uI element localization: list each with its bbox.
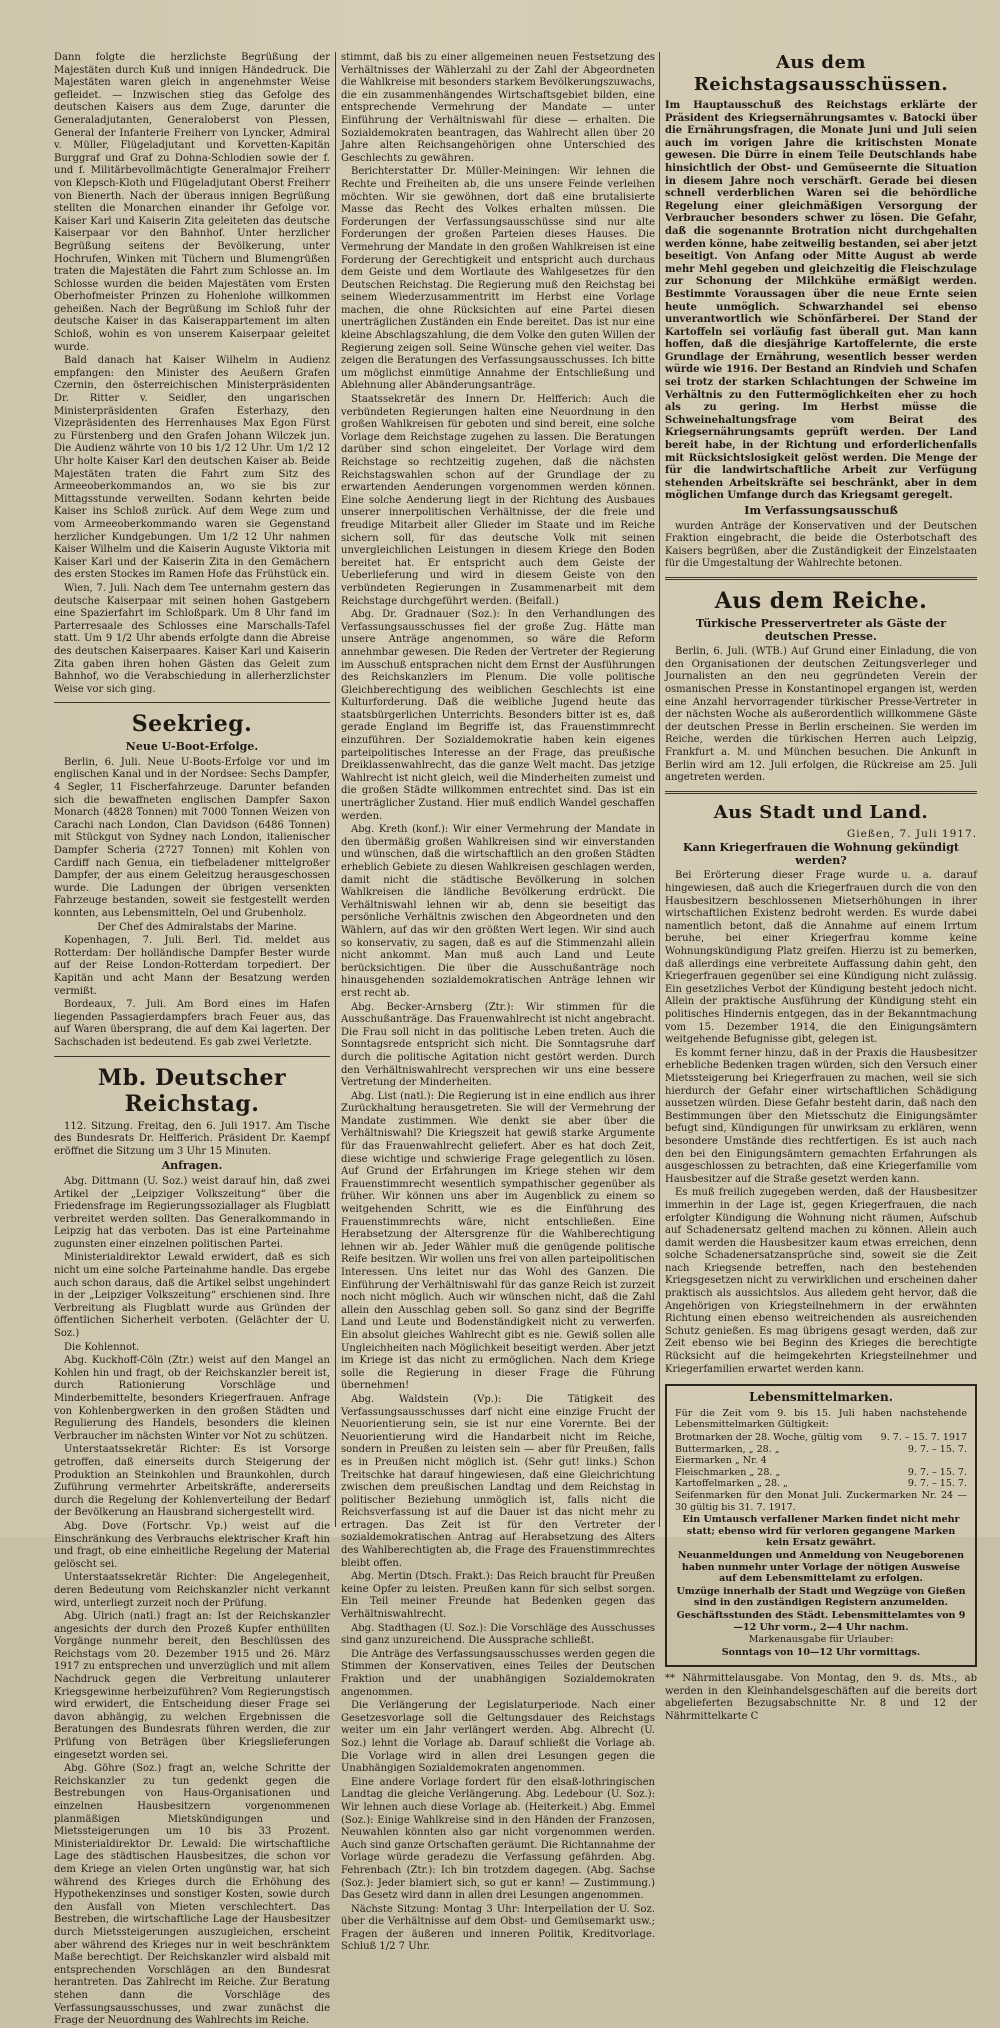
paragraph: Abg. Göhre (Soz.) fragt an, welche Schritte der Reichskanzler zu tun gedenkt gegen die Bestrebungen von Haus-Organisationen und einzelnen Hausbesitzern vorgenommenen planmäßigen Mietskündigungen und Mietssteigerungen um 10 bis 33 Prozent. Ministerialdirektor Dr. Lewald: Die wirtschaftliche Lage des städtischen Hausbesitzes, die schon vor dem Kriege an vielen Orten ungünstig war, hat sich während des Krieges durch die Erhöhung des Hypothekenzinses und sonstiger Kosten, sowie durch den Ausfall von Mieten verschlechtert. Das Bestreben, die wirtschaftliche Lage der Hausbesitzer durch Mietssteigerungen auszugleichen, erscheint aber während des Krieges nur in weit beschränktem Maße berechtigt. Der Reichskanzler wird alsbald mit entsprechenden Vorschlägen an den Bundesrat herantreten. Das Zahlrecht im Reiche. Zur Beratung stehen dann die Vorschläge des Verfassungsausschusses, und zwar zunächst die Frage der Neuordnung des Wahlrechts im Reiche. — [54, 1763, 330, 2027]
paragraph: Abg. Kuckhoff-Cöln (Ztr.) weist auf den Mangel an Kohlen hin und fragt, ob der Reichskanzler bereit ist, durch Rationierung Vorschläge und Minderbemittelte, besonders Kriegerfrauen. Anfrage von Kohlenbergwerken in den großen Städten und Regulierung des Handels, besonders die kleinen Verbraucher im nächsten Winter vor Not zu schützen. — [54, 1355, 330, 1442]
paragraph: ** Nährmittelausgabe. Von Montag, den 9. ds. Mts., ab werden in den Kleinhandelsgeschäften auf die bereits dort abgelieferten Bezugsabschnitte Nr. 8 und 12 der Nährmittelkarte C — [665, 1673, 977, 1723]
column-3 — [665, 52, 977, 1723]
box-text: Seifenmarken für den Monat Juli. Zuckermarken Nr. 24 — 30 gültig bis 31. 7. 1917. — [675, 1489, 967, 1513]
section-title-reiche: Aus dem Reiche. — [714, 587, 928, 614]
column-2 — [341, 52, 655, 1953]
box-text: Sonntags von 10—12 Uhr vormittags. — [721, 1646, 921, 1658]
paragraph: Staatssekretär des Innern Dr. Helfferich: Auch die verbündeten Regierungen halten eine Neuordnung in den großen Wahlkreisen für geboten und sind bereit, eine solche Vorlage dem Reichstage zugehen zu lassen. Die Beratungen darüber sind schon eingeleitet. Der Vorlage wird dem Reichstage so rechtzeitig zugehen, daß die nächsten Reichstagswahlen schon auf der Grundlage der zu erwartenden Aenderungen vorgenommen werden können. Eine solche Aenderung liegt in der Richtung des Ausbaues unserer innerpolitischen Verhältnisse, der die freie und freudige Mitarbeit aller Glieder im Staate und im Reiche sichern soll, für das deutsche Volk mit seinen unvergleichlichen Leistungen in diesem Kriege den Boden bereitet hat. Er entspricht auch dem Geiste der Ueberlieferung und wird in diesem Geiste von den verbündeten Regierungen in Zusammenarbeit mit dem Reichstage durchgeführt werden. (Beifall.) — [341, 394, 655, 607]
paragraph: Abg. Dr. Gradnauer (Soz.): In den Verhandlungen des Verfassungsausschusses fiel der große Zug. Hätte man unsere Anträge angenommen, so wäre die Reform annehmbar gewesen. Die Reden der Vertreter der Regierung im Ausschuß entsprachen nicht dem Ernst der Ausführungen des Reichskanzlers im Plenum. Die volle politische Gleichberechtigung des weiblichen Geschlechts ist eine Kulturforderung. Daß die weibliche Jugend heute das staatsbürgerlichen Unterrichts. Besonders bitter ist es, daß gerade England im Begriffe ist, das Frauenstimmrecht einzuführen. Der Sozialdemokratie haben kein eigenes parteipolitisches Interesse an der Frage, das preußische Dreiklassenwahlrecht, das die ganze Welt macht. Das jetzige Wahlrecht ist nicht gleich, weil die Minderheiten zumeist und die großen Städte willkommen entrechtet sind. Das ist ein unerträglicher Zustand. Hier muß endlich Wandel geschaffen werden. — [341, 609, 655, 822]
paragraph: Kopenhagen, 7. Juli. Berl. Tid. meldet aus Rotterdam: Der holländische Dampfer Bester wurde auf der Reise London-Rotterdam torpediert. Der Kapitän und acht Mann der Besatzung werden vermißt. — [54, 935, 330, 997]
paragraph: Abg. Kreth (konf.): Wir einer Vermehrung der Mandate in den übermäßig großen Wahlkreisen sind wir einverstanden und wünschen, daß die wirtschaftlich an den großen Städten erheblich Gebiete zu diesen Wahlkreisen geschlagen werden, damit nicht die städtische Bevölkerung in solchen Wahlkreisen die ländliche Bevölkerung erdrückt. Die Verhältniswahl lehnen wir ab, denn sie beseitigt das persönliche Verhältnis zwischen den Abgeordneten und den Wählern, auf das wir den größten Wert legen. Wir sind auch so konservativ, zu sagen, daß es auf die Stimmenzahl allein nicht ankommt. Man muß auch Land und Leute berücksichtigen. Die über die Ausschußanträge noch hinausgehenden sozialdemokratischen Anträge lehnen wir erst recht ab. — [341, 824, 655, 999]
section-subtitle: Türkische Presservertreter als Gäste der deutschen Presse. — [695, 616, 947, 643]
paragraph: Abg. Ulrich (natl.) fragt an: Ist der Reichskanzler angesichts der durch den Prozeß Kupfer enthüllten Vorgänge nunmehr bereit, den Beschlüssen des Reichstags vom 20. Dezember 1915 und 26. März 1917 zu entsprechen und unverzüglich und mit allem Nachdruck gegen die Verbreitung unlauterer Kriegsgewinne herbeizuführen? Vom Regierungstisch wird erwidert, die Entscheidung dieser Frage sei davon abhängig, zu welchen Ergebnissen die Beratungen des Bundesrats führen werden, die zur Prüfung von Beträgen über Kriegslieferungen eingesetzt worden sei. — [54, 1611, 330, 1761]
dateline: Gießen, 7. Juli 1917. — [846, 827, 977, 840]
section-title-seekrieg: Seekrieg. — [131, 711, 253, 738]
paragraph: Die Kohlennot. — [64, 1341, 140, 1353]
paragraph: Bordeaux, 7. Juli. Am Bord eines im Hafen liegenden Passagierdampfers brach Feuer aus, das auf Waren übersprang, die auf dem Kai lagerten. Der Sachschaden ist bedeutend. Es gab zwei Verletzte. — [54, 999, 330, 1048]
paragraph: Unterstaatssekretär Richter: Die Angelegenheit, deren Bedeutung vom Reichskanzler nicht verkannt wird, unterliegt zurzeit noch der Prüfung. — [54, 1572, 330, 1609]
paragraph: Berlin, 6. Juli. Neue U-Boots-Erfolge vor und im englischen Kanal und in der Nordsee: Sechs Dampfer, 4 Segler, 11 Fischerfahrzeuge. Darunter befanden sich die bewaffneten englischen Dampfer Saxon Monarch (4828 Tonnen) mit 7000 Tonnen Weizen von Carachi nach London, Clan Davidson (6486 Tonnen) mit Stückgut von Sydney nach London, italienischer Dampfer Scheria (2727 Tonnen) mit Kohlen von Cardiff nach Genua, ein tiefbeladener mittelgroßer Dampfer, der aus einem Geleitzug herausgeschossen wurde. Die Ladungen der übrigen versenkten Fahrzeuge bestanden, soweit sie festgestellt werden konnten, aus Lebensmitteln, Oel und Grubenholz. — [54, 756, 330, 919]
stamp-row: Fleischmarken „ 28. „ 9. 7. – 15. 7. — [675, 1466, 967, 1478]
column-divider — [659, 52, 660, 1527]
divider — [54, 702, 330, 703]
box-text: Umzüge innerhalb der Stadt und Wegzüge von Gießen sind in den zuständigen Registern anzumelden. — [676, 1585, 966, 1609]
paragraph: Abg. Waldstein (Vp.): Die Tätigkeit des Verfassungsausschusses darf nicht eine einzige Frucht der Neuorientierung sein, sie ist nur eine Vorernte. Bei der Neuorientierung wird die Handarbeit nicht im Reiche, sondern in Preußen zu leisten sein — aber für Preußen, falls es in Preußen nicht möglich ist. (Sehr gut! links.) Schon Treitschke hat darauf hingewiesen, daß eine Gleichrichtung zwischen dem preußischen Landtag und dem Reichstag in politischer Beziehung unmöglich ist, falls nicht die Reichsverfassung ist auf die Dauer ist das nicht mehr zu ertragen. Das Zeit ist für den Vertreter der sozialdemokratischen Antrag auf Herabsetzung des Alters des Wahlberechtigten ab, die Frage des Frauenstimmrechtes bleibt offen. — [341, 1393, 655, 1569]
paragraph: Es muß freilich zugegeben werden, daß der Hausbesitzer immerhin in der Lage ist, gegen Kriegerfrauen, die nach erfolgter Kündigung die Wohnung nicht räumen, Aufschub auf Schadenersatz geltend machen zu können. Allein auch damit werden die Hausbesitzer kaum etwas erreichen, denn solche Schadenersatzansprüche sind, soweit sie die Zeit nach Kriegsende betreffen, nach den bestehenden Kriegsgesetzen nicht zu verwirklichen und erscheinen daher praktisch als aussichtslos. Aus alledem geht hervor, daß die Angehörigen von Kriegsteilnehmern in der erwähnten Richtung einen ebenso weitreichenden als ausreichenden Schutz genießen. Es mag übrigens gesagt werden, daß zur Zeit ebenso wie bei Beginn des Krieges die berechtigte Rücksicht auf die heimgekehrten Kriegsteilnehmer und Kriegerfamilien erwartet werden kann. — [665, 1187, 977, 1375]
section-subtitle: Kann Kriegerfrauen die Wohnung gekündigt werden? — [683, 841, 959, 867]
paragraph: Abg. Mertin (Dtsch. Frakt.): Das Reich braucht für Preußen keine Opfer zu leisten. Preußen kann für sich selbst sorgen. Ein Teil meiner Freunde hat Bedenken gegen das Verhältniswahlrecht. — [341, 1571, 655, 1621]
paragraph: Abg. Dittmann (U. Soz.) weist darauf hin, daß zwei Artikel der „Leipziger Volkszeitung“ über die Friedensfrage im Regierungssoziallager als Flugblatt verbreitet werden sollten. Das Generalkommando in Leipzig hat das verboten. Das ist eine Parteinahme zugunsten einer einzelnen politischen Partei. — [54, 1175, 330, 1250]
paragraph: Im Hauptausschuß des Reichstags erklärte der Präsident des Kriegsernährungsamtes v. Batocki über die Ernährungsfragen, die Monate Juni und Juli seien auch im vorigen Jahre die kritischsten Monate gewesen. Die Dürre in einem Teile Deutschlands habe hinsichtlich der Obst- und Gemüseernte die Situation in diesem Jahre noch verschärft. Gerade bei diesen schnell verderblichen Waren sei die behördliche Regelung einer gleichmäßigen Versorgung der Verbraucher besonders schwer zu lösen. Die Gefahr, daß die sogenannte Brotration nicht durchgehalten werden könne, habe zeitweilig bestanden, sei aber jetzt beseitigt. Von Anfang oder Mitte August ab werde mehr Mehl gegeben und gleichzeitig die Fleischzulage zur Schonung der Milchkühe ermäßigt werden. Bestimmte Voraussagen über die neue Ernte seien heute unmöglich. Schwarzhandel sei ebenso unverantwortlich wie Schönfärberei. Der Stand der Kartoffeln sei vorläufig fast überall gut. Man kann hoffen, daß die diesjährige Kartoffelernte, die erste Grundlage der Ernährung, wesentlich besser werden würde wie 1916. Der Bestand an Rindvieh und Schafen sei trotz der starken Schlachtungen der Schweine im Verhältnis zu den Futtermöglichkeiten eher zu hoch als zu gering. Im Herbst müsse die Schweinehaltungsfrage vom Beirat des Kriegsernährungsamts geprüft werden. Der Land bereit habe, in der Richtung und erforderlichenfalls mit Rücksichtslosigkeit gelöst werden. Die Menge der für die landwirtschaftliche Arbeit zur Verfügung stehenden Arbeitskräfte sei beschränkt, aber in dem möglichen Umfange durch das Kriegsamt geregelt. — [665, 100, 977, 502]
box-text: Ein Umtausch verfallener Marken findet nicht mehr statt; ebenso wird für verloren gegangene Marken kein Ersatz gewährt. — [682, 1514, 960, 1549]
paragraph: Abg. Stadthagen (U. Soz.): Die Vorschläge des Ausschusses sind ganz unzureichend. Die Aussprache schließt. — [341, 1622, 655, 1647]
section-subtitle: Anfragen. — [161, 1159, 223, 1173]
paragraph: Nächste Sitzung: Montag 3 Uhr: Interpellation der U. Soz. über die Verhältnisse auf dem Obst- und Gemüsemarkt usw.; Fragen der äußeren und inneren Politik, Kreditvorlage. Schluß 1/2 7 Uhr. — [341, 1903, 655, 1953]
section-title-reichstag: Mb. Deutscher Reichstag. — [97, 1064, 287, 1117]
paragraph: Eine andere Vorlage fordert für den elsaß-lothringischen Landtag die gleiche Verlängerung. Abg. Ledebour (U. Soz.): Wir lehnen auch diese Vorlage ab. (Heiterkeit.) Abg. Emmel (Soz.): Einige Wahlkreise sind in den Händen der Franzosen, Neuwahlen könnten also gar nicht vorgenommen werden. Auch sind ganze Ortschaften geräumt. Die Richtannahme der Vorlage würde geradezu die Verfassung gefährden. Abg. Fehrenbach (Ztr.): Ich bin trotzdem dagegen. (Abg. Sachse (Soz.): Jeder blamiert sich, so gut er kann! — Zustimmung.) Das Gesetz wird dann in allen drei Lesungen angenommen. — [341, 1776, 655, 1902]
section-subtitle: Neue U-Boot-Erfolge. — [125, 740, 259, 754]
paragraph: Unterstaatssekretär Richter: Es ist Vorsorge getroffen, daß einerseits durch Steigerung der Produktion an Steinkohlen und Braunkohlen, durch Zuführung vermehrter Arbeitskräfte, andererseits durch die Regelung der Kohlenverteilung der Bedarf der Bevölkerung an Hausbrand sichergestellt wird. — [54, 1444, 330, 1519]
paragraph: Die Verlängerung der Legislaturperiode. Nach einer Gesetzesvorlage soll die Geltungsdauer des Reichstags weiter um ein Jahr verlängert werden. Abg. Albrecht (U. Soz.) lehnt die Vorlage ab. Darauf schließt die Vorlage ab. Die Vorlage wird in allen drei Lesungen gegen die Unabhängigen Sozialdemokraten angenommen. — [341, 1700, 655, 1775]
column-divider — [335, 52, 336, 1527]
paragraph: Berichterstatter Dr. Müller-Meiningen: Wir lehnen die Rechte und Freiheiten ab, die uns unsere Feinde verleihen möchten. Wir sie gewöhnen, dort daß eine brutalisierte Masse das Recht des Volkes erhalten müssen. Die Forderungen der Verfassungsausschüsse sind nur alte Forderungen der großen Parteien dieses Hauses. Die Vermehrung der Mandate in den großen Wahlkreisen ist eine Forderung der Gerechtigkeit und entspricht auch durchaus dem Geiste und dem Wortlaute des Wahlgesetzes für den Deutschen Reichstag. Die Regierung muß den Reichstag bei seinem Wiederzusammentritt im Herbst eine Vorlage machen, die ohne Rücksichten auf eine Partei diesen unerträglichen Zuständen ein Ende bereitet. Das ist nur eine kleine Abschlagszahlung, die dem Volke den guten Willen der Regierung zeigen soll. Seine Wünsche gehen viel weiter. Das zeigen die Beratungen des Verfassungsausschusses. Ich bitte um möglichst einmütige Annahme der Entschließung und Ablehnung aller Abänderungsanträge. — [341, 166, 655, 392]
paragraph: Abg. Dove (Fortschr. Vp.) weist auf die Einschränkung des Verbrauchs elektrischer Kraft hin und fragt, ob eine einheitliche Regelung der Material gelöscht sei. — [54, 1520, 330, 1570]
section-title-reichstagsausschuss: Aus dem Reichstagsausschüssen. — [693, 52, 949, 95]
stamp-row: Buttermarken, „ 28. „ 9. 7. – 15. 7. — [675, 1443, 967, 1455]
section-subtitle: Im Verfassungsausschuß — [744, 504, 898, 517]
stamp-row: Eiermarken „ Nr. 4 — [675, 1455, 767, 1467]
column-1 — [54, 52, 330, 2027]
box-intro: Für die Zeit vom 9. bis 15. Juli haben nachstehende Lebensmittelmarken Gültigkeit: — [675, 1407, 967, 1431]
paragraph: Abg. List (natl.): Die Regierung ist in eine endlich aus ihrer Zurückhaltung herausgetreten. Sie will der Vermehrung der Mandate zustimmen. Wie denkt sie aber über die Verhältniswahl? Die Kriegszeit hat gewiß starke Argumente für das Frauenwahlrecht geliefert. Aber es hat doch Zeit, diese wichtige und schwierige Frage gelegentlich zu lösen. Auf Grund der Erfahrungen im Kriege stehen wir dem Frauenstimmrecht wesentlich sympathischer gegenüber als früher. Wir können uns aber im Augenblick zu einem so weitgehenden Schritt, wie es die Einführung des Frauenstimmrechts wäre, nicht entschließen. Eine Herabsetzung der Altersgrenze für die Wahlberechtigung lehnen wir ab. Jeder Wähler muß die genügende politische Reife besitzen. Wir wollen uns frei von allen parteipolitischen Interessen. Uns leitet nur das Wohl des Ganzen. Die Einführung der Verhältniswahl für das ganze Reich ist zurzeit noch nicht möglich. Auch wir wünschen nicht, daß die Zahl allein den Ausschlag geben soll. So ganz sind der Begriffe Land und Leute und Bodenständigkeit nicht zu verwerfen. Ein absolut gleiches Wahlrecht gibt es nie. Gewiß sollen alle Ungleichheiten nach Möglichkeit beseitigt werden. Aber jetzt im Kriege ist das nicht zu ermöglichen. Nach dem Kriege solle die Regierung in dieser Frage die Führung übernehmen! — [341, 1090, 655, 1392]
stamp-row: Brotmarken der 28. Woche, gültig vom 9. 7. – 15. 7. 1917 — [675, 1432, 967, 1443]
paragraph: Dann folgte die herzlichste Begrüßung der Majestäten durch Kuß und innigen Händedruck. Die Majestäten waren gleich in angenehmster Weise gefleidet. — Inzwischen stieg das Gefolge des deutschen Kaisers aus dem Zuge, darunter die Generaladjutanten, Generaloberst von Plessen, General der Infanterie Freiherr von Lyncker, Admiral v. Müller, Flügeladjutant und Korvetten-Kapitän Burggraf und Graf zu Dohna-Schlodien sowie der f. und f. Militärbevollmächtigte Generalmajor Freiherr von Klepsch-Kloth und Flügeladjutant Oberst Freiherr von Bienerth. Nach der überaus innigen Begrüßung stellten die Monarchen einander ihr Gefolge vor. Kaiser Karl und Kaiserin Zita geleiteten das deutsche Kaiserpaar vor den Bahnhof. Unter herzlicher Begrüßung seitens der Bevölkerung, unter Hochrufen, Winken mit Tüchern und Blumengrüßen traten die Majestäten die Fahrt zum Schlosse an. Im Schlosse wurden die beiden Majestäten vom Ersten Oberhofmeister Prinzen zu Hohenlohe willkommen geheißen. Nach der Begrüßung im Schloß fuhr der deutsche Kaiser in das Kaiserappartement im alten Schloß, wohin es von unserem Kaiserpaar geleitet wurde. — [54, 52, 330, 353]
food-stamps-box — [665, 1384, 977, 1667]
paragraph: 112. Sitzung. Freitag, den 6. Juli 1917. Am Tische des Bundesrats Dr. Helfferich. Präsident Dr. Kaempf eröffnet die Sitzung um 3 Uhr 15 Minuten. — [54, 1120, 330, 1157]
box-title: Lebensmittelmarken. — [749, 1390, 893, 1405]
stamp-row: Kartoffelmarken „ 28. „ 9. 7. – 15. 7. — [675, 1478, 967, 1490]
signature: Der Chef des Admiralstabs der Marine. — [97, 921, 297, 933]
paragraph: Die Anträge des Verfassungsausschusses werden gegen die Stimmen der Konservativen, eines Teiles der Deutschen Fraktion und der unabhängigen Sozialdemokraten angenommen. — [341, 1648, 655, 1698]
divider — [665, 577, 977, 580]
box-text: Geschäftsstunden des Städt. Lebensmittelamtes von 9—12 Uhr vorm., 2—4 Uhr nachm. — [676, 1609, 966, 1633]
paragraph: Wien, 7. Juli. Nach dem Tee unternahm gestern das deutsche Kaiserpaar mit seinen hohen Gastgebern eine Spazierfahrt im Schloßpark. Um 8 Uhr fand im Parterresaale des Schlosses eine Marschalls-Tafel statt. Um 9 1/2 Uhr abends erfolgte dann die Abreise des deutschen Kaiserpaares. Kaiser Karl und Kaiserin Zita gaben ihren hohen Gästen das Geleit zum Bahnhof, wo die Verabschiedung in allerherzlichster Weise vor sich ging. — [54, 582, 330, 695]
paragraph: wurden Anträge der Konservativen und der Deutschen Fraktion eingebracht, die beide die Osterbotschaft des Kaisers begrüßen, aber die Zuständigkeit der Einzelstaaten für die Umgestaltung der Wahlrechte betonen. — [665, 520, 977, 570]
box-text: Neuanmeldungen und Anmeldung von Neugeborenen haben nunmehr unter Vorlage der nötigen Ausweise auf dem Lebensmittelamt zu erfolgen. — [677, 1549, 965, 1585]
section-title-stadt-land: Aus Stadt und Land. — [713, 801, 929, 823]
paragraph: Bei Erörterung dieser Frage wurde u. a. darauf hingewiesen, daß auch die Kriegerfrauen durch die von den Hausbesitzern beschlossenen Mietserhöhungen in ihrer wirtschaftlichen Existenz bedroht werden. Es wurde dabei namentlich betont, daß die Annahme auf einem Irrtum beruhe, bei einer Kriegerfrau komme keine Wohnungskündigung Platz greifen. Hierzu ist zu bemerken, daß allerdings eine verbreitete Auffassung dahin geht, den Kriegerfrauen gegenüber sei eine Kündigung nicht zulässig. Ein gesetzliches Verbot der Kündigung besteht jedoch nicht. Allein der praktische Ausführung der Kündigung steht ein politisches Hindernis entgegen, das in der Bekanntmachung vom 15. Dezember 1914, die den Einigungsämtern weitgehende Befugnisse gibt, gelegen ist. — [665, 870, 977, 1046]
paragraph: Bald danach hat Kaiser Wilhelm in Audienz empfangen: den Minister des Aeußern Grafen Czernin, den österreichischen Ministerpräsidenten Dr. Ritter v. Seidler, den ungarischen Ministerpräsidenten Grafen Esterhazy, den Vizepräsidenten des Herrenhauses Max Egon Fürst zu Fürstenberg und den Grafen Johann Wilczek jun. Die Audienz währte von 10 bis 1/2 12 Uhr. Um 1/2 12 Uhr holte Kaiser Karl den deutschen Kaiser ab. Beide Majestäten traten die Fahrt zum Sitz des Armeeoberkommandos an, wo sie bis zur Mittagsstunde verweilten. Sodann kehrten beide Kaiser ins Schloß zurück. Auf dem Wege zum und vom Armeeoberkommando waren sie Gegenstand herzlicher Kundgebungen. Um 1/2 12 Uhr nahmen Kaiser Wilhelm und die Kaiserin Auguste Viktoria mit Kaiser Karl und der Kaiserin Zita in den Gemächern des ersten Stockes im Ramen Hofe das Frühstück ein. — [54, 355, 330, 581]
paragraph: Ministerialdirektor Lewald erwidert, daß es sich nicht um eine solche Parteinahme handle. Das ergebe auch schon daraus, daß die Artikel selbst ungehindert in der „Leipziger Volkszeitung“ erschienen sind. Ihre Verbreitung als Flugblatt wurde aus Gründen der öffentlichen Sicherheit verboten. (Gelächter der U. Soz.) — [54, 1252, 330, 1340]
divider — [665, 791, 977, 794]
box-text: Markenausgabe für Urlauber: — [748, 1634, 894, 1646]
paragraph: Berlin, 6. Juli. (WTB.) Auf Grund einer Einladung, die von den Organisationen der deutschen Zeitungsverleger und Journalisten an den neu gegründeten Verein der osmanischen Presse in Konstantinopel ergangen ist, werden eine Anzahl hervorragender türkischer Presse-Vertreter in der nächsten Woche als außerordentlich willkommene Gäste der deutschen Presse in Berlin erscheinen. Sie werden im Reiche, werden die türkischen Herren auch Leipzig, Frankfurt a. M. und München besuchen. Die Ankunft in Berlin wird am 12. Juli erfolgen, die Rückreise am 25. Juli angetreten werden. — [665, 646, 977, 784]
paragraph: Es kommt ferner hinzu, daß in der Praxis die Hausbesitzer erhebliche Bedenken tragen würden, sich den Versuch einer Mietssteigerung bei Kriegerfrauen zu machen, weil sie sich hierdurch der Gefahr einer wirtschaftlichen Schädigung aussetzen würden. Diese Gefahr besteht darin, daß nach den Bestimmungen über den Mietsschutz die Einigungsämter befugt sind, Kündigungen für unwirksam zu erklären, wenn besondere Umstände dies rechtfertigen. Es ist auch nach den bei den Einigungsämtern gemachten Erfahrungen als ausgeschlossen zu betrachten, daß eine Kriegerfamilie vom Hausbesitzer auf die Straße gesetzt werden kann. — [665, 1047, 977, 1185]
divider — [54, 1056, 330, 1057]
paragraph: stimmt, daß bis zu einer allgemeinen neuen Festsetzung des Verhältnisses der Wählerzahl zu der Zahl der Abgeordneten die Wahlkreise mit besonders starkem Bevölkerungszuwachs, die ein zusammenhängendes Wirtschaftsgebiet bilden, eine entsprechende Vermehrung der Mandate — unter Einführung der Verhältniswahl für diese — erhalten. Die Sozialdemokraten beantragen, das Wahlrecht allen über 20 Jahre alten Reichsangehörigen ohne Unterschied des Geschlechts zu gewähren. — [341, 52, 655, 164]
paragraph: Abg. Becker-Arnsberg (Ztr.): Wir stimmen für die Ausschußanträge. Das Frauenwahlrecht ist nicht angebracht. Die Frau soll nicht in das politische Leben treten. Auch die Sonntagsrede entspricht sich nicht. Die Sonntagsruhe darf durch die politische Agitation nicht gestört werden. Durch den Verhältniswahlrecht versprechen wir uns eine bessere Vertretung der Minderheiten. — [341, 1001, 655, 1089]
